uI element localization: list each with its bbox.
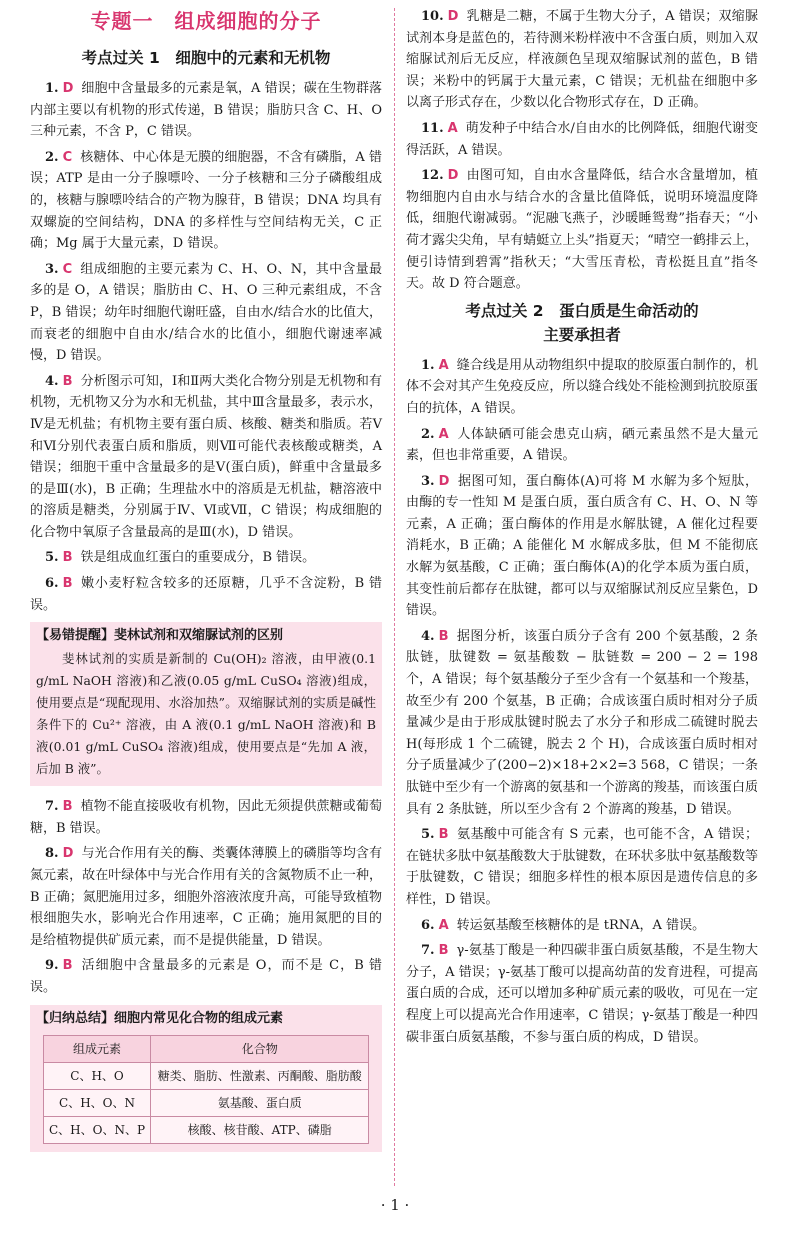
answer-list-left-a (30, 78, 382, 616)
answer-item (406, 118, 758, 161)
answer-explanation: 组成细胞的主要元素为 C、H、O、N，其中含量最多的是 O，A 错误；脂肪由 C、H、O 三种元素组成，不含 P，B 错误；幼年时细胞代谢旺盛，自由水/结合水的比值大，而衰老的细胞中自由水/结合水的比值小，细胞代谢速率减慢，D 错误。 (30, 261, 382, 364)
section-heading-2-line1: 考点过关 2 蛋白质是生命活动的 (465, 301, 699, 320)
table-cell: C、H、O、N、P (43, 1116, 150, 1143)
answer-explanation: 核糖体、中心体是无膜的细胞器，不含有磷脂，A 错误；ATP 是由一分子腺嘌呤、一分子核糖和三分子磷酸组成的，核糖与腺嘌呤结合的产物为腺苷，B 错误；DNA 均具有双螺旋的空间结构，DNA 的多样性与空间结构无关，C 正确；Mg 属于大量元素，D 错误。 (30, 149, 382, 252)
answer-number: 8. (45, 846, 59, 862)
table-header-row (43, 1035, 368, 1062)
answer-explanation: 与光合作用有关的酶、类囊体薄膜上的磷脂等均含有氮元素，故在叶绿体中与光合作用有关的含氮物质不止一种，B 正确；氮肥施用过多，细胞外溶液浓度升高，可能导致植物根细胞失水，影响光合作用速率，C 正确；施用氮肥的目的是给植物提供矿质元素，而不是提供能量，D 错误。 (30, 846, 382, 948)
answer-letter: A (438, 917, 449, 933)
answer-explanation: 据图分析，该蛋白质分子含有 200 个氨基酸，2 条肽链，肽键数 = 氨基酸数 − 肽链数 = 200 − 2 = 198 个，A 错误；每个氨基酸分子至少含有一个氨基和一个羧基，故至少有 200 个氨基，B 正确；合成该蛋白质时相对分子质量减少是由于形成肽键时脱去了水分子和形成二硫键时脱去 H(每形成 1 个二硫键，脱去 2 个 H)，合成该蛋白质时相对分子质量减少了(200−2)×18+2×2=3 568，C 错误；一条肽链中至少有一个游离的氨基和一个游离的羧基，而该蛋白质具有 2 条肽链，所以至少含有 2 个游离的羧基，D 错误。 (406, 628, 758, 817)
elements-table (43, 1035, 369, 1144)
page-title: 专题一 组成细胞的分子 (90, 9, 322, 33)
answer-item (406, 626, 758, 820)
table-cell: 氨基酸、蛋白质 (151, 1089, 369, 1116)
answer-number: 5. (421, 827, 435, 843)
answer-item (406, 471, 758, 622)
section-heading-2 (406, 299, 758, 347)
answer-letter: D (438, 473, 450, 489)
answer-letter: C (62, 261, 73, 277)
answer-number: 11. (421, 120, 444, 136)
answer-item (30, 147, 382, 255)
table-cell: 糖类、脂肪、性激素、丙酮酸、脂肪酸 (151, 1062, 369, 1089)
answer-number: 6. (45, 576, 59, 592)
answer-explanation: γ-氨基丁酸是一种四碳非蛋白质氨基酸，不是生物大分子，A 错误；γ-氨基丁酸可以提高幼苗的发育进程，可提高蛋白质的合成，还可以增加多种矿质元素的吸收，可见在一定程度上可以提高光合作用速率，C 错误；γ-氨基丁酸是一种四碳非蛋白质氨基酸，不参与蛋白质的构成，D 错误。 (406, 943, 758, 1045)
column-divider (394, 8, 395, 1186)
right-column (406, 6, 758, 1052)
answer-letter: B (438, 827, 449, 843)
answer-item (406, 165, 758, 295)
answer-number: 3. (421, 473, 435, 489)
answer-letter: A (447, 120, 458, 136)
answer-item (30, 843, 382, 951)
answer-letter: C (62, 149, 73, 165)
answer-item (30, 796, 382, 839)
answer-item (406, 424, 758, 467)
answer-letter: B (62, 550, 73, 566)
answer-number: 6. (421, 917, 435, 933)
table-row (43, 1062, 368, 1089)
answer-letter: B (62, 576, 73, 592)
answer-list-right-a (406, 6, 758, 295)
answer-number: 2. (421, 426, 435, 442)
answer-letter: A (438, 357, 449, 373)
answer-letter: B (438, 943, 449, 959)
tip-box-heading: 【易错提醒】斐林试剂和双缩脲试剂的区别 (36, 628, 284, 644)
answer-item (406, 940, 758, 1048)
table-cell: C、H、O、N (43, 1089, 150, 1116)
answer-item (406, 355, 758, 420)
answer-item (30, 78, 382, 143)
answer-explanation: 植物不能直接吸收有机物，因此无须提供蔗糖或葡萄糖，B 错误。 (30, 799, 382, 836)
answer-list-right-b (406, 355, 758, 1048)
answer-explanation: 铁是组成血红蛋白的重要成分，B 错误。 (80, 550, 316, 566)
summary-box (30, 1005, 382, 1152)
answer-number: 9. (45, 958, 59, 974)
table-header-elements: 组成元素 (43, 1035, 150, 1062)
answer-explanation: 萌发种子中结合水/自由水的比例降低，细胞代谢变得活跃，A 错误。 (406, 120, 758, 158)
table-row (43, 1116, 368, 1143)
answer-explanation: 人体缺硒可能会患克山病，硒元素虽然不是大量元素，但也非常重要，A 错误。 (406, 426, 758, 464)
answer-letter: B (62, 373, 73, 389)
answer-number: 12. (421, 168, 444, 184)
answer-number: 5. (45, 550, 59, 566)
answer-explanation: 由图可知，自由水含量降低，结合水含量增加，植物细胞内自由水与结合水的含量比值降低，说明环境温度降低，细胞代谢减弱。“泥融飞燕子，沙暖睡鸳鸯”指春天；“小荷才露尖尖角，早有蜻蜓立上头”指夏天；“晴空一鹤排云上，便引诗情到碧霄”指秋天；“大雪压青松，青松挺且直”指冬天。故 D 符合题意。 (406, 168, 758, 292)
answer-letter: D (447, 168, 459, 184)
answer-list-left-b (30, 796, 382, 998)
answer-item (30, 547, 382, 569)
answer-number: 7. (45, 799, 59, 815)
answer-item (406, 824, 758, 910)
answer-letter: B (438, 628, 449, 644)
answer-item (30, 573, 382, 616)
answer-item (406, 6, 758, 114)
answer-item (30, 259, 382, 367)
answer-number: 1. (421, 357, 435, 373)
answer-number: 4. (45, 373, 59, 389)
section-heading-1: 考点过关 1 细胞中的元素和无机物 (81, 49, 331, 67)
answer-explanation: 转运氨基酸至核糖体的是 tRNA，A 错误。 (456, 917, 706, 933)
answer-explanation: 活细胞中含量最多的元素是 O，而不是 C，B 错误。 (30, 958, 382, 995)
answer-item (30, 371, 382, 544)
answer-letter: B (62, 958, 73, 974)
answer-letter: D (62, 81, 74, 96)
answer-letter: D (447, 9, 459, 24)
section-heading-2-line2: 主要承担者 (543, 325, 621, 344)
answer-item (406, 915, 758, 937)
answer-item (30, 955, 382, 998)
answer-number: 7. (421, 943, 435, 959)
left-column (30, 6, 382, 1162)
tip-box-body: 斐林试剂的实质是新制的 Cu(OH)₂ 溶液，由甲液(0.1 g/mL NaOH 溶液)和乙液(0.05 g/mL CuSO₄ 溶液)组成，使用要点是“现配现用、水浴加热”。双缩脲试剂的实质是碱性条件下的 Cu²⁺ 溶液，由 A 液(0.1 g/mL NaOH 溶液)和 B 液(0.01 g/mL CuSO₄ 溶液)组成，使用要点是“先加 A 液，后加 B 液”。 (36, 651, 376, 777)
summary-box-heading: 【归纳总结】细胞内常见化合物的组成元素 (36, 1010, 284, 1026)
table-header-compounds: 化合物 (151, 1035, 369, 1062)
answer-explanation: 缝合线是用从动物组织中提取的胶原蛋白制作的，机体不会对其产生免疫反应，所以缝合线处不能检测到抗胶原蛋白的抗体，A 错误。 (406, 357, 758, 416)
answer-number: 2. (45, 149, 59, 165)
answer-explanation: 嫩小麦籽粒含较多的还原糖，几乎不含淀粉，B 错误。 (30, 576, 382, 613)
answer-explanation: 分析图示可知，Ⅰ和Ⅱ两大类化合物分别是无机物和有机物，无机物又分为水和无机盐，其中Ⅲ含量最多，表示水，Ⅳ是无机盐；有机物主要有蛋白质、核酸、糖类和脂质。若Ⅴ和Ⅵ分别代表蛋白质和脂质，则Ⅶ可能代表核酸或糖类，A 错误；细胞干重中含量最多的是Ⅴ(蛋白质)，鲜重中含量最多的是Ⅲ(水)，B 正确；生理盐水中的溶质是无机盐，糖溶液中的溶质是糖类，分别属于Ⅳ、Ⅵ或Ⅶ，C 错误；构成细胞的化合物中氧原子含量最高的是Ⅲ(水)，D 错误。 (30, 373, 382, 540)
answer-explanation: 氨基酸中可能含有 S 元素，也可能不含，A 错误；在链状多肽中氨基酸数大于肽键数，在环状多肽中氨基酸数等于肽键数，C 错误；细胞多样性的根本原因是遗传信息的多样性，D 错误。 (406, 827, 758, 907)
table-cell: 核酸、核苷酸、ATP、磷脂 (151, 1116, 369, 1143)
answer-explanation: 乳糖是二糖，不属于生物大分子，A 错误；双缩脲试剂本身是蓝色的，若待测米粉样液中不含蛋白质，则加入双缩脲试剂后无反应，样液颜色呈现双缩脲试剂的蓝色，B 错误；米粉中的钙属于大量元素，C 错误；无机盐在细胞中多以离子形式存在，少数以化合物形式存在，D 正确。 (406, 9, 758, 111)
answer-number: 4. (421, 628, 435, 644)
answer-number: 3. (45, 261, 59, 277)
answer-letter: D (62, 846, 74, 862)
answer-explanation: 细胞中含量最多的元素是氧，A 错误；碳在生物群落内部主要以有机物的形式传递，B 错误；脂肪只含 C、H、O 三种元素，不含 P，C 错误。 (30, 81, 382, 140)
table-cell: C、H、O (43, 1062, 150, 1089)
tip-box (30, 622, 382, 786)
answer-number: 1. (45, 81, 59, 96)
answer-letter: B (62, 799, 73, 815)
page-number: · 1 · (380, 1196, 410, 1214)
answer-number: 10. (421, 9, 444, 24)
table-row (43, 1089, 368, 1116)
answer-explanation: 据图可知，蛋白酶体(A)可将 M 水解为多个短肽，由酶的专一性知 M 是蛋白质，蛋白质含有 C、H、O、N 等元素，A 正确；蛋白酶体的作用是水解肽键，A 催化过程要消耗水，B 正确；A 能催化 M 水解成多肽，但 M 不能彻底水解为氨基酸，C 正确；蛋白酶体(A)的化学本质为蛋白质，其变性前后都存在肽键，都可以与双缩脲试剂反应呈紫色，D 错误。 (406, 473, 758, 619)
answer-letter: A (438, 426, 449, 442)
